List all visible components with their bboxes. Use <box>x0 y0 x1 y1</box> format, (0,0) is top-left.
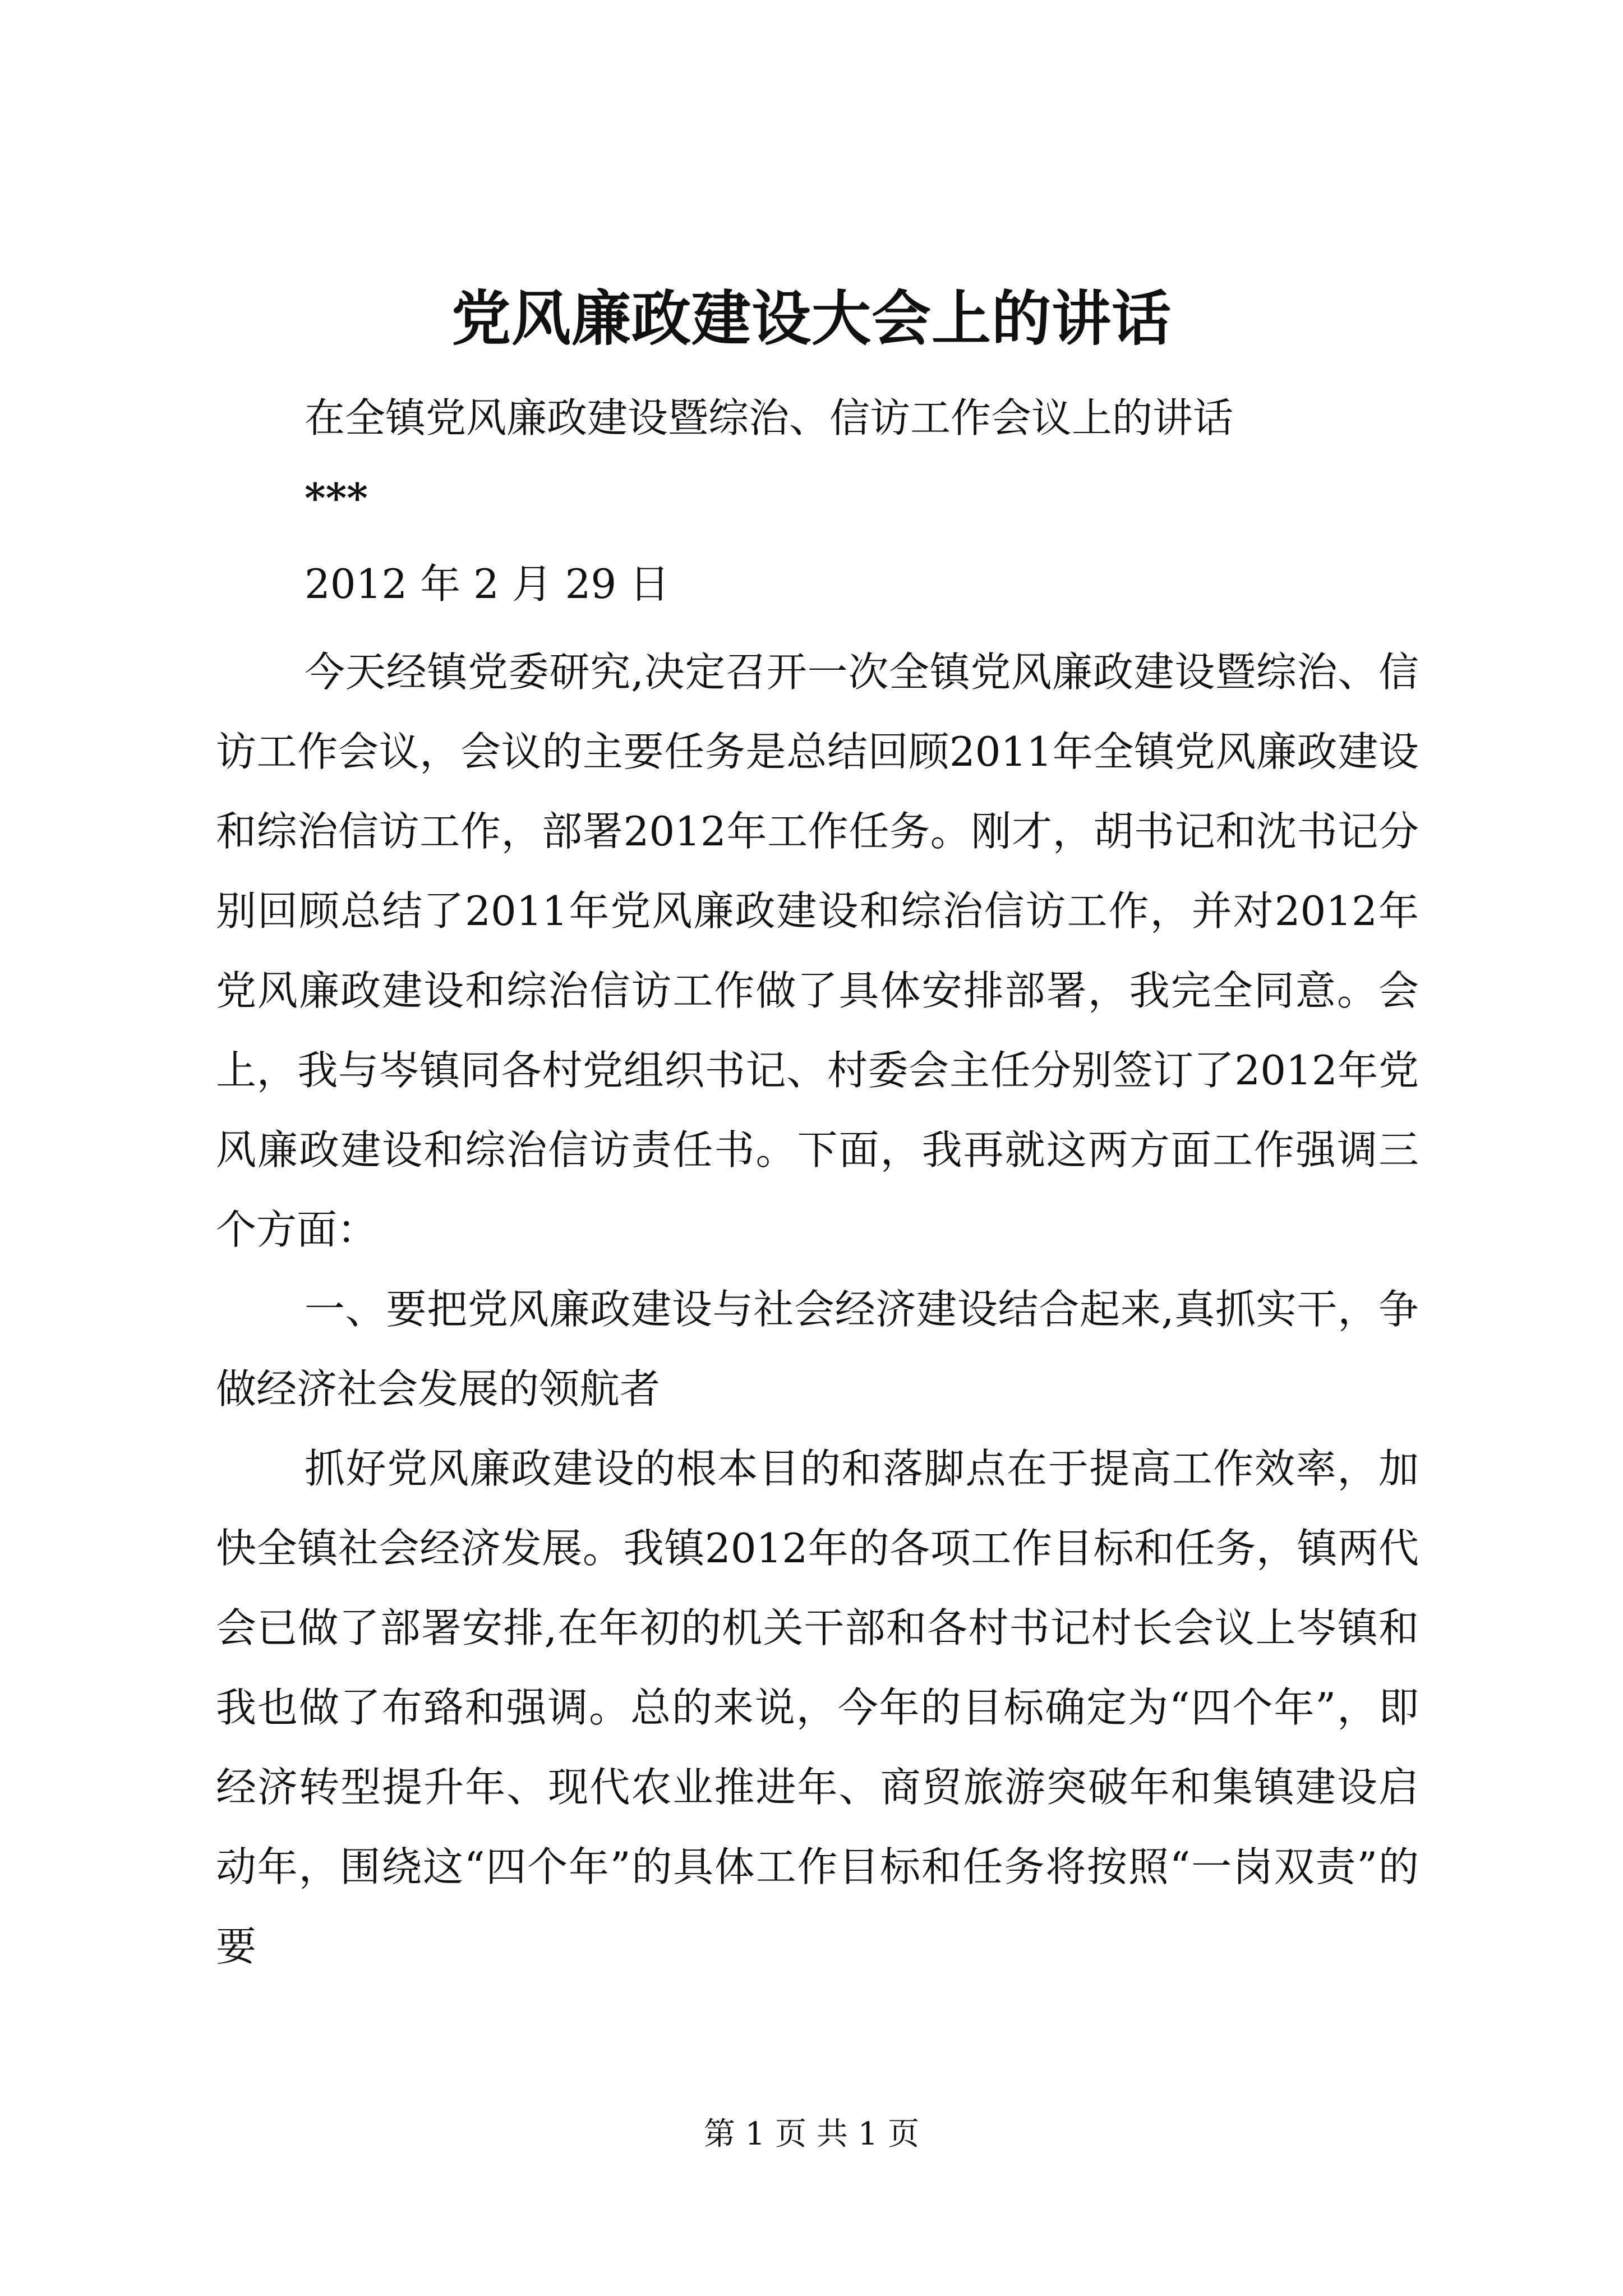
section-heading: 一、要把党风廉政建设与社会经济建设结合起来,真抓实干，争做经济社会发展的领航者 <box>216 1286 1419 1412</box>
body-paragraph: 今天经镇党委研究,决定召开一次全镇党风廉政建设暨综治、信访工作会议，会议的主要任务是总结回顾2011年全镇党风廉政建设和综治信访工作，部署2012年工作任务。刚才，胡书记和沈书记分别回顾总结了2011年党风廉政建设和综治信访工作，并对2012年党风廉政建设和综治信访工作做了具体安排部署，我完全同意。会上，我与岑镇同各村党组织书记、村委会主任分别签订了2012年党风廉政建设和综治信访责任书。下面，我再就这两方面工作强调三个方面： <box>216 648 1419 1253</box>
page-number-footer: 第 1 页 共 1 页 <box>703 2116 920 2152</box>
document-body <box>216 632 1419 1986</box>
document-subtitle: 在全镇党风廉政建设暨综治、信访工作会议上的讲话 <box>305 394 1234 441</box>
document-title: 党风廉政建设大会上的讲话 <box>451 283 1172 353</box>
body-paragraph: 抓好党风廉政建设的根本目的和落脚点在于提高工作效率，加快全镇社会经济发展。我镇2012年的各项工作目标和任务，镇两代会已做了部署安排,在年初的机关干部和各村书记村长会议上岑镇和我也做了布臵和强调。总的来说，今年的目标确定为“四个年”，即经济转型提升年、现代农业推进年、商贸旅游突破年和集镇建设启动年，围绕这“四个年”的具体工作目标和任务将按照“一岗双责”的要 <box>216 1445 1419 1970</box>
document-date: 2012 年 2 月 29 日 <box>305 560 670 608</box>
document-author: *** <box>305 474 368 522</box>
